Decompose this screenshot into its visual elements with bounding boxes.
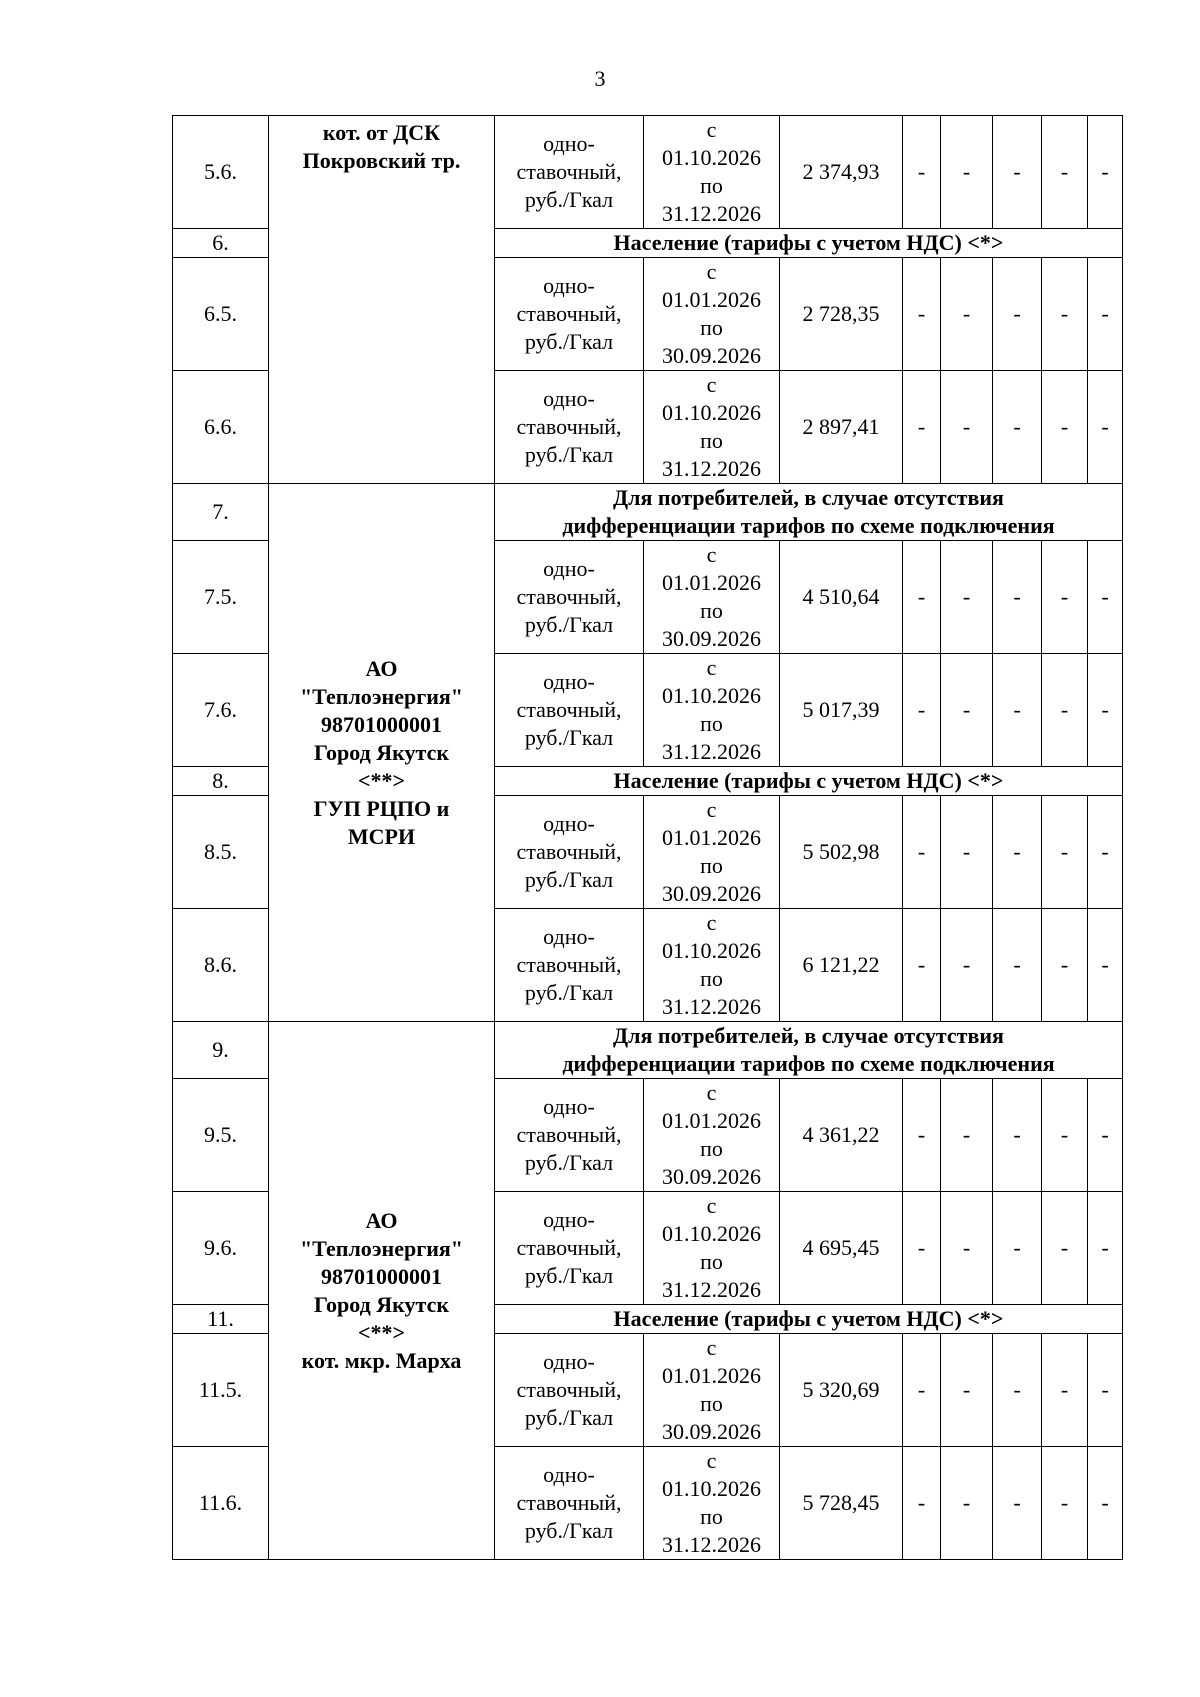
organization-cell: АО "Теплоэнергия" 98701000001 Город Якутск <**> ГУП РЦПО и МСРИ (269, 484, 495, 1022)
tariff-value: 2 374,93 (780, 116, 903, 229)
dash-cell: - (1042, 1447, 1088, 1560)
dash-cell: - (941, 116, 993, 229)
row-number: 7. (173, 484, 269, 541)
dash-cell: - (941, 1447, 993, 1560)
organization-cell: кот. от ДСК Покровский тр. (269, 116, 495, 484)
tariff-value: 4 695,45 (780, 1192, 903, 1305)
dash-cell: - (941, 654, 993, 767)
dash-cell: - (903, 1079, 941, 1192)
dash-cell: - (903, 116, 941, 229)
period: с 01.01.2026 по 30.09.2026 (644, 796, 780, 909)
dash-cell: - (903, 371, 941, 484)
dash-cell: - (903, 258, 941, 371)
dash-cell: - (993, 1192, 1042, 1305)
tariff-value: 5 502,98 (780, 796, 903, 909)
dash-cell: - (993, 1079, 1042, 1192)
rate-type: одно- ставочный, руб./Гкал (495, 116, 644, 229)
dash-cell: - (941, 258, 993, 371)
rate-type: одно- ставочный, руб./Гкал (495, 1079, 644, 1192)
row-number: 11.5. (173, 1334, 269, 1447)
rate-type: одно- ставочный, руб./Гкал (495, 258, 644, 371)
table-row (173, 116, 1123, 229)
rate-type: одно- ставочный, руб./Гкал (495, 1192, 644, 1305)
organization-cell: АО "Теплоэнергия" 98701000001 Город Якутск <**> кот. мкр. Марха (269, 1022, 495, 1560)
dash-cell: - (1042, 541, 1088, 654)
row-number: 6.5. (173, 258, 269, 371)
dash-cell: - (993, 909, 1042, 1022)
period: с 01.10.2026 по 31.12.2026 (644, 654, 780, 767)
rate-type: одно- ставочный, руб./Гкал (495, 909, 644, 1022)
section-title: Для потребителей, в случае отсутствия дифференциации тарифов по схеме подключения (495, 484, 1123, 541)
dash-cell: - (993, 1447, 1042, 1560)
rate-type: одно- ставочный, руб./Гкал (495, 371, 644, 484)
dash-cell: - (941, 1192, 993, 1305)
row-number: 7.6. (173, 654, 269, 767)
dash-cell: - (993, 796, 1042, 909)
rate-type: одно- ставочный, руб./Гкал (495, 541, 644, 654)
dash-cell: - (993, 541, 1042, 654)
dash-cell: - (941, 371, 993, 484)
dash-cell: - (1042, 1334, 1088, 1447)
dash-cell: - (993, 1334, 1042, 1447)
row-number: 7.5. (173, 541, 269, 654)
period: с 01.10.2026 по 31.12.2026 (644, 909, 780, 1022)
dash-cell: - (993, 371, 1042, 484)
row-number: 8.6. (173, 909, 269, 1022)
dash-cell: - (903, 909, 941, 1022)
section-title: Для потребителей, в случае отсутствия дифференциации тарифов по схеме подключения (495, 1022, 1123, 1079)
dash-cell: - (993, 258, 1042, 371)
dash-cell: - (903, 1192, 941, 1305)
period: с 01.01.2026 по 30.09.2026 (644, 1334, 780, 1447)
dash-cell: - (1088, 258, 1123, 371)
period: с 01.10.2026 по 31.12.2026 (644, 1447, 780, 1560)
section-title: Население (тарифы с учетом НДС) <*> (495, 1305, 1123, 1334)
row-number: 6.6. (173, 371, 269, 484)
rate-type: одно- ставочный, руб./Гкал (495, 654, 644, 767)
rate-type: одно- ставочный, руб./Гкал (495, 796, 644, 909)
dash-cell: - (1042, 654, 1088, 767)
dash-cell: - (941, 541, 993, 654)
tariff-value: 6 121,22 (780, 909, 903, 1022)
period: с 01.10.2026 по 31.12.2026 (644, 116, 780, 229)
dash-cell: - (941, 1079, 993, 1192)
dash-cell: - (1088, 116, 1123, 229)
dash-cell: - (1088, 1079, 1123, 1192)
period: с 01.01.2026 по 30.09.2026 (644, 258, 780, 371)
dash-cell: - (941, 909, 993, 1022)
dash-cell: - (1088, 1334, 1123, 1447)
dash-cell: - (1042, 796, 1088, 909)
row-number: 9. (173, 1022, 269, 1079)
row-number: 9.5. (173, 1079, 269, 1192)
tariff-value: 5 017,39 (780, 654, 903, 767)
tariff-value: 5 728,45 (780, 1447, 903, 1560)
section-title: Население (тарифы с учетом НДС) <*> (495, 229, 1123, 258)
dash-cell: - (993, 654, 1042, 767)
dash-cell: - (1042, 1079, 1088, 1192)
dash-cell: - (993, 116, 1042, 229)
tariff-table (172, 115, 1123, 1560)
period: с 01.01.2026 по 30.09.2026 (644, 1079, 780, 1192)
section-row (173, 484, 1123, 541)
dash-cell: - (1088, 909, 1123, 1022)
rate-type: одно- ставочный, руб./Гкал (495, 1334, 644, 1447)
section-title: Население (тарифы с учетом НДС) <*> (495, 767, 1123, 796)
row-number: 11.6. (173, 1447, 269, 1560)
row-number: 8. (173, 767, 269, 796)
dash-cell: - (1042, 371, 1088, 484)
section-row (173, 1022, 1123, 1079)
dash-cell: - (1088, 1447, 1123, 1560)
period: с 01.10.2026 по 31.12.2026 (644, 1192, 780, 1305)
dash-cell: - (1088, 654, 1123, 767)
period: с 01.10.2026 по 31.12.2026 (644, 371, 780, 484)
row-number: 11. (173, 1305, 269, 1334)
dash-cell: - (1088, 371, 1123, 484)
dash-cell: - (903, 541, 941, 654)
dash-cell: - (903, 796, 941, 909)
dash-cell: - (1042, 1192, 1088, 1305)
dash-cell: - (941, 796, 993, 909)
dash-cell: - (903, 1334, 941, 1447)
dash-cell: - (1088, 541, 1123, 654)
row-number: 8.5. (173, 796, 269, 909)
dash-cell: - (1042, 258, 1088, 371)
dash-cell: - (1088, 796, 1123, 909)
tariff-value: 2 728,35 (780, 258, 903, 371)
tariff-value: 4 361,22 (780, 1079, 903, 1192)
period: с 01.01.2026 по 30.09.2026 (644, 541, 780, 654)
rate-type: одно- ставочный, руб./Гкал (495, 1447, 644, 1560)
row-number: 5.6. (173, 116, 269, 229)
row-number: 6. (173, 229, 269, 258)
dash-cell: - (1088, 1192, 1123, 1305)
page-number: 3 (594, 66, 606, 91)
tariff-value: 5 320,69 (780, 1334, 903, 1447)
dash-cell: - (1042, 909, 1088, 1022)
dash-cell: - (903, 1447, 941, 1560)
tariff-value: 2 897,41 (780, 371, 903, 484)
tariff-value: 4 510,64 (780, 541, 903, 654)
dash-cell: - (1042, 116, 1088, 229)
dash-cell: - (903, 654, 941, 767)
dash-cell: - (941, 1334, 993, 1447)
row-number: 9.6. (173, 1192, 269, 1305)
